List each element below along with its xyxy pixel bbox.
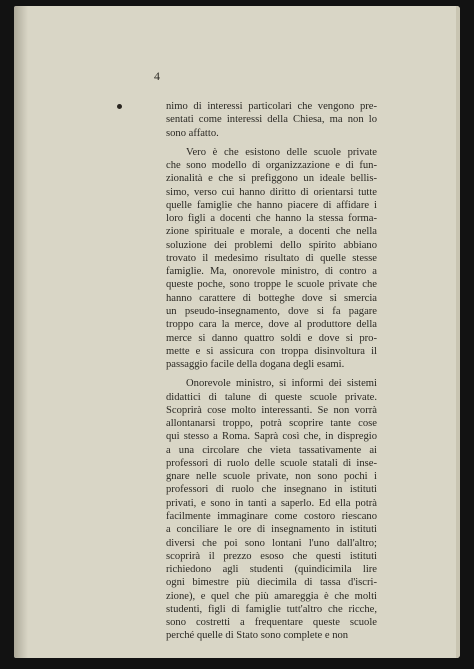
text-line: queste poche, sono troppe le scuole private che (166, 279, 377, 291)
body-text (166, 100, 377, 643)
text-line: zionalità e che si prefiggono un ideale bellis- (166, 173, 377, 185)
text-line: professori di ruolo delle scuole statali di inse- (166, 457, 377, 469)
text-line: merce si danno quattro soldi e dove si pro- (166, 332, 377, 344)
text-line: richiedono agli studenti (quindicimila lire (166, 564, 377, 576)
text-line: gnare nelle scuole private, non sono pochi i (166, 471, 377, 483)
page-edge (456, 6, 460, 658)
text-line: Scoprirà cose molto interessanti. Se non vorrà (166, 404, 377, 416)
paragraph (166, 377, 377, 642)
text-line: perché quelle di Stato sono complete e non (166, 630, 349, 642)
text-line: studenti, figli di famiglie tutt'altro che ricche, (166, 603, 377, 615)
punch-hole-mark (117, 104, 122, 109)
text-line: sono costretti a frequentare queste scuole (166, 617, 377, 629)
text-line: scoprirà il prezzo esoso che questi istituti (166, 550, 377, 562)
text-line: quelle famiglie che hanno piacere di affidare i (166, 199, 377, 211)
text-line: professori di ruolo che insegnano in istituti (166, 484, 377, 496)
document-page (14, 6, 460, 658)
text-line: nimo di interessi particolari che vengono pre- (166, 101, 377, 112)
text-line: facilmente immaginare come costoro riescano (166, 510, 377, 522)
text-line: hanno carattere di botteghe dove si smercia (166, 292, 377, 304)
text-line: famiglie. Ma, onorevole ministro, di contro a (166, 266, 377, 278)
text-line: didattici di talune di queste scuole private. (166, 391, 377, 403)
text-line: Onorevole ministro, si informi dei sistemi (186, 378, 377, 390)
text-line: mette e si assicura con troppa disinvoltura il (166, 345, 377, 357)
text-line: privati, e sono in tanti a saperlo. Ed ella potrà (166, 497, 377, 509)
text-line: a una circolare che vieta tassativamente ai (166, 444, 377, 456)
text-line: simo, verso cui hanno diritto di orientarsi tutte (166, 186, 377, 198)
text-line: qui stesso a Roma. Saprà così che, in dispregio (166, 431, 377, 443)
text-line: diversi che poi sono lontani l'uno dall'altro; (166, 537, 377, 549)
paragraph (166, 100, 377, 140)
text-line: un pseudo-insegnamento, dove si fa pagare (166, 305, 377, 317)
text-line: che sono modello di organizzazione e di fun- (166, 160, 377, 172)
text-line: trovato il medesimo risultato di quelle stesse (166, 252, 377, 264)
page-gutter-shadow (14, 6, 28, 658)
paragraph (166, 146, 377, 372)
text-line: loro figli a docenti che hanno la stessa forma- (166, 213, 377, 225)
text-line: Vero è che esistono delle scuole private (186, 146, 377, 158)
text-line: sentati come interessi della Chiesa, ma non lo (166, 114, 377, 126)
text-line: zione), e quel che più amareggia è che molti (166, 590, 377, 602)
text-line: a conciliare le ore di insegnamento in istituti (166, 524, 377, 536)
text-line: sono affatto. (166, 127, 219, 139)
page-number: 4 (154, 69, 160, 83)
text-line: ogni bimestre più diecimila di tassa d'iscri- (166, 577, 377, 589)
text-line: passaggio facile della dogana degli esami. (166, 359, 345, 371)
text-line: troppo cara la merce, dove al produttore della (166, 319, 377, 331)
text-line: soluzione dei problemi dello spirito abbiano (166, 239, 377, 251)
text-line: allontanarsi troppo, potrà scoprire tante cose (166, 418, 377, 430)
text-line: zione spirituale e morale, a docenti che nella (166, 226, 377, 238)
